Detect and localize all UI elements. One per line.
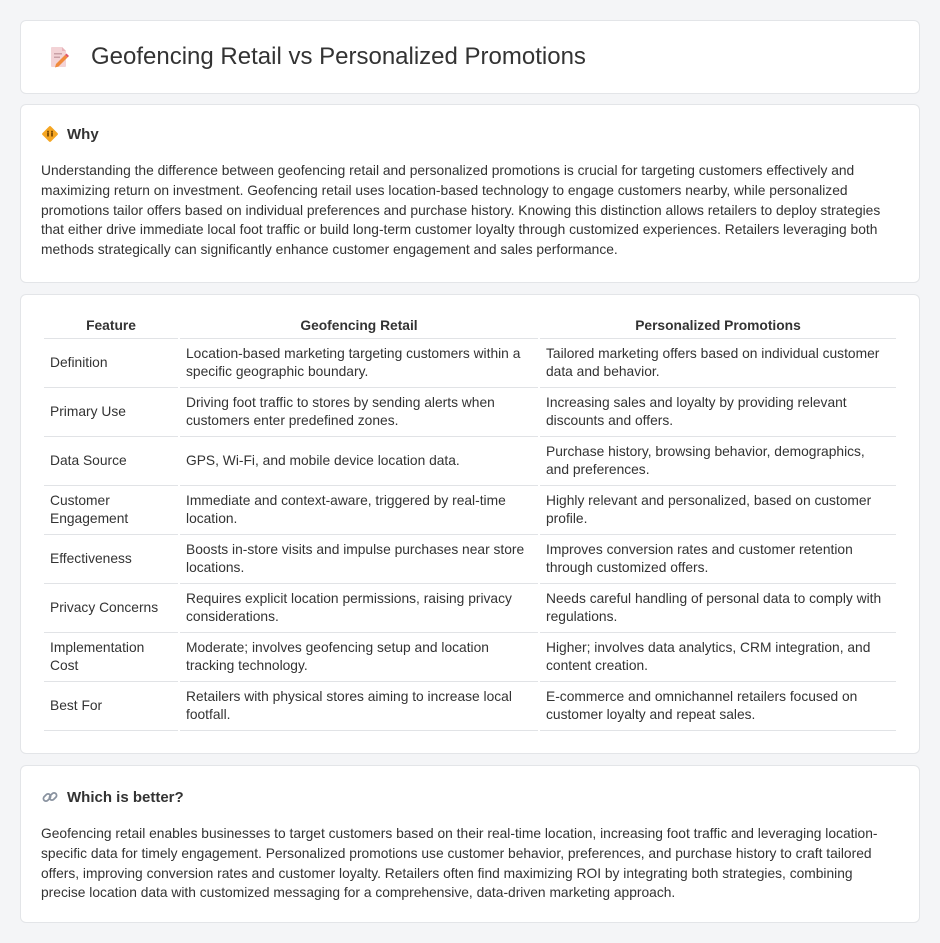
geofencing-cell: Moderate; involves geofencing setup and location tracking technology. — [180, 633, 538, 682]
geofencing-cell: Boosts in-store visits and impulse purchases near store locations. — [180, 535, 538, 584]
table-row — [44, 682, 896, 731]
column-header-geofencing: Geofencing Retail — [180, 315, 538, 339]
personalized-cell: E-commerce and omnichannel retailers focused on customer loyalty and repeat sales. — [540, 682, 896, 731]
feature-cell: Best For — [44, 682, 178, 731]
column-header-feature: Feature — [44, 315, 178, 339]
table-row — [44, 633, 896, 682]
diamond-sign-icon — [41, 125, 59, 143]
feature-cell: Effectiveness — [44, 535, 178, 584]
table-row — [44, 486, 896, 535]
title-card — [20, 20, 920, 94]
why-heading: Why — [67, 125, 99, 143]
feature-cell: Customer Engagement — [44, 486, 178, 535]
page-title: Geofencing Retail vs Personalized Promotions — [91, 43, 586, 70]
why-section — [20, 104, 920, 283]
comparison-card — [20, 294, 920, 754]
geofencing-cell: Requires explicit location permissions, raising privacy considerations. — [180, 584, 538, 633]
geofencing-cell: Immediate and context-aware, triggered by real-time location. — [180, 486, 538, 535]
geofencing-cell: Driving foot traffic to stores by sending alerts when customers enter predefined zones. — [180, 388, 538, 437]
personalized-cell: Increasing sales and loyalty by providing relevant discounts and offers. — [540, 388, 896, 437]
table-row — [44, 535, 896, 584]
personalized-cell: Purchase history, browsing behavior, demographics, and preferences. — [540, 437, 896, 486]
personalized-cell: Higher; involves data analytics, CRM integration, and content creation. — [540, 633, 896, 682]
column-header-personalized: Personalized Promotions — [540, 315, 896, 339]
personalized-cell: Highly relevant and personalized, based on customer profile. — [540, 486, 896, 535]
table-row — [44, 437, 896, 486]
feature-cell: Data Source — [44, 437, 178, 486]
table-row — [44, 339, 896, 388]
table-row — [44, 584, 896, 633]
which-heading: Which is better? — [67, 788, 184, 806]
table-row — [44, 388, 896, 437]
why-text: Understanding the difference between geofencing retail and personalized promotions is crucial for targeting customers effectively and maximizing return on investment. Geofencing retail uses location-based technology to engage customers nearby, while personalized promotions tailor offers based on individual preferences and purchase history. Knowing this distinction allows retailers to deploy strategies that either drive immediate local foot traffic or build long-term customer loyalty through customized experiences. Retailers leveraging both methods strategically can significantly enhance customer engagement and sales performance. — [41, 163, 881, 258]
personalized-cell: Needs careful handling of personal data to comply with regulations. — [540, 584, 896, 633]
comparison-table — [42, 315, 898, 731]
feature-cell: Primary Use — [44, 388, 178, 437]
which-section — [20, 765, 920, 923]
feature-cell: Definition — [44, 339, 178, 388]
geofencing-cell: Location-based marketing targeting customers within a specific geographic boundary. — [180, 339, 538, 388]
geofencing-cell: Retailers with physical stores aiming to increase local footfall. — [180, 682, 538, 731]
feature-cell: Privacy Concerns — [44, 584, 178, 633]
personalized-cell: Improves conversion rates and customer retention through customized offers. — [540, 535, 896, 584]
geofencing-cell: GPS, Wi-Fi, and mobile device location data. — [180, 437, 538, 486]
feature-cell: Implementation Cost — [44, 633, 178, 682]
table-header-row — [44, 315, 896, 339]
link-icon — [41, 788, 59, 806]
which-text: Geofencing retail enables businesses to target customers based on their real-time location, increasing foot traffic and leveraging location-specific data for timely engagement. Personalized promotions use customer behavior, preferences, and purchase history to craft tailored offers, improving conversion rates and customer loyalty. Retailers often find maximizing ROI by integrating both strategies, combining precise location data with customized messaging for a comprehensive, data-driven marketing approach. — [41, 826, 878, 901]
document-pencil-icon — [47, 45, 71, 69]
personalized-cell: Tailored marketing offers based on individual customer data and behavior. — [540, 339, 896, 388]
